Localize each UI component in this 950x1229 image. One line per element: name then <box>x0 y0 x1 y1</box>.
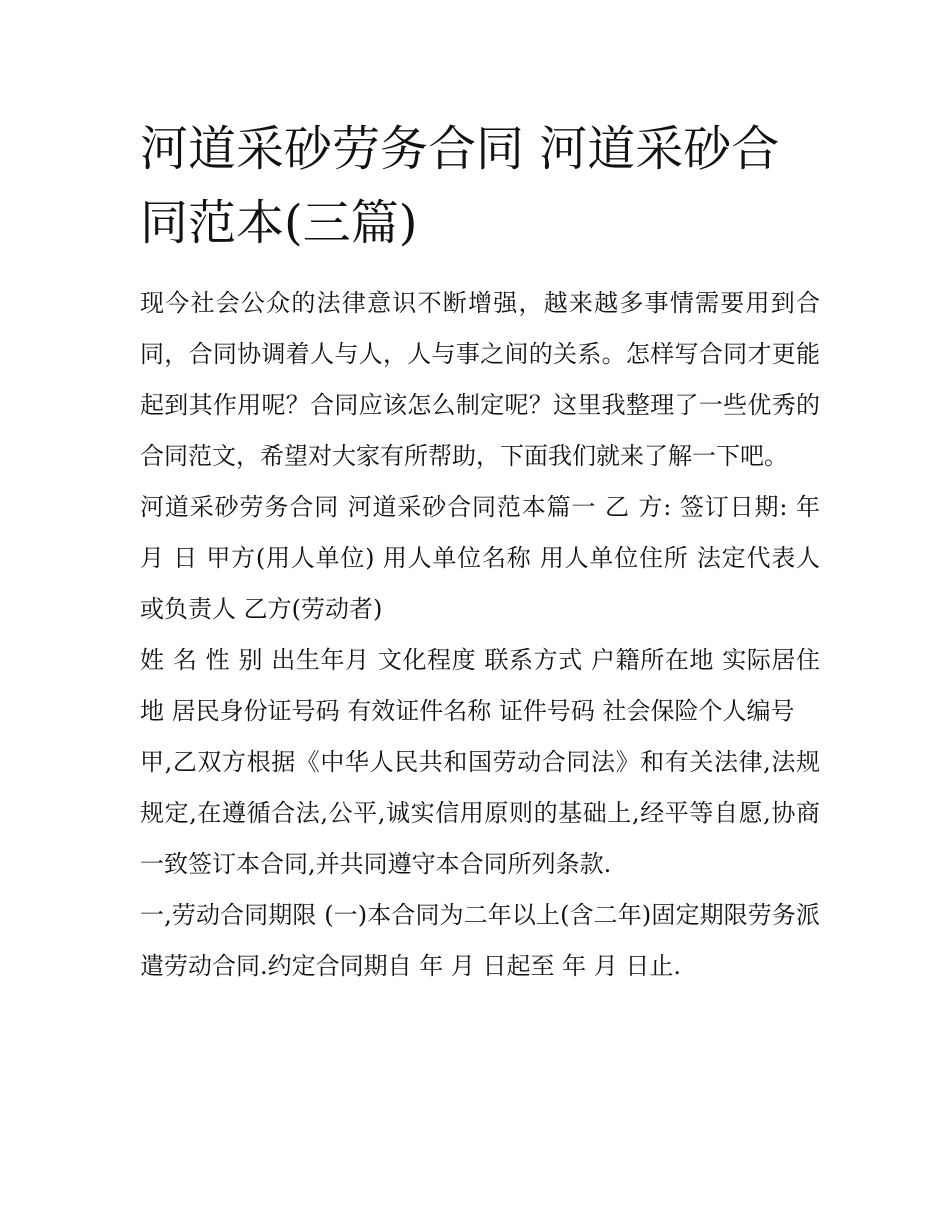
paragraph-intro: 现今社会公众的法律意识不断增强，越来越多事情需要用到合同，合同协调着人与人，人与事之间的关系。怎样写合同才更能起到其作用呢？合同应该怎么制定呢？这里我整理了一些优秀的合同范文，希望对大家有所帮助，下面我们就来了解一下吧。 <box>140 289 820 470</box>
paragraph-worker-info: 姓 名 性 别 出生年月 文化程度 联系方式 户籍所在地 实际居住地 居民身份证号码 有效证件名称 证件号码 社会保险个人编号 <box>140 646 820 725</box>
paragraph-contract-header: 河道采砂劳务合同 河道采砂合同范本篇一 乙 方: 签订日期: 年 月 日 甲方(用人单位) 用人单位名称 用人单位住所 法定代表人或负责人 乙方(劳动者) <box>140 493 820 623</box>
document-title: 河道采砂劳务合同 河道采砂合同范本(三篇) <box>140 121 780 251</box>
paragraph-contract-term: 一,劳动合同期限 (一)本合同为二年以上(含二年)固定期限劳务派遣劳动合同.约定合同期自 年 月 日起至 年 月 日止. <box>140 901 820 980</box>
document-page <box>140 112 820 992</box>
paragraph-agreement-basis: 甲,乙双方根据《中华人民共和国劳动合同法》和有关法律,法规规定,在遵循合法,公平,诚实信用原则的基础上,经平等自愿,协商一致签订本合同,并共同遵守本合同所列条款. <box>140 748 820 878</box>
